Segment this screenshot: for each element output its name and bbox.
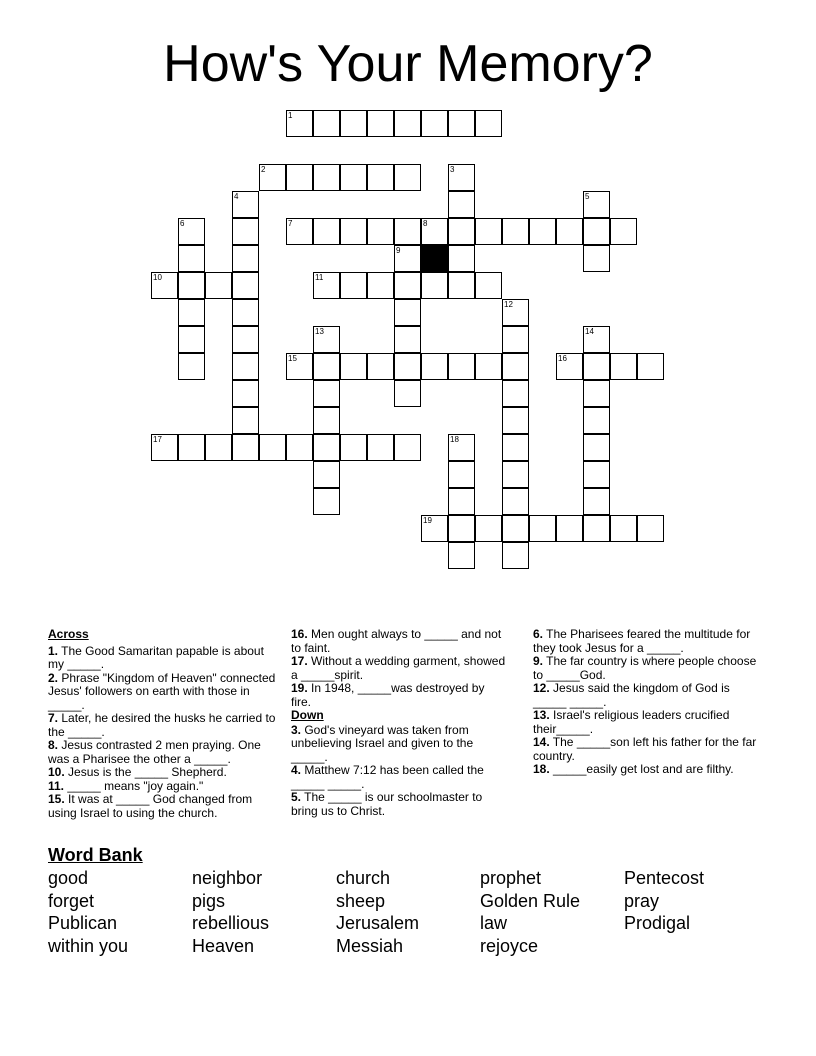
- grid-cell[interactable]: [232, 353, 259, 380]
- clue-body: Without a wedding garment, showed a _____spirit.: [291, 654, 506, 682]
- grid-cell[interactable]: [502, 380, 529, 407]
- clue-number: 9: [396, 246, 401, 255]
- grid-cell[interactable]: [448, 434, 475, 461]
- grid-cell[interactable]: [259, 164, 286, 191]
- clue-label: 15.: [48, 792, 65, 806]
- grid-cell[interactable]: [583, 245, 610, 272]
- grid-cell[interactable]: [394, 110, 421, 137]
- word-bank-item: Messiah: [336, 935, 404, 956]
- grid-cell[interactable]: [421, 353, 448, 380]
- grid-cell[interactable]: [502, 542, 529, 569]
- grid-cell[interactable]: [340, 218, 367, 245]
- grid-cell[interactable]: [178, 218, 205, 245]
- grid-cell[interactable]: [232, 326, 259, 353]
- clue-number: 8: [423, 219, 428, 228]
- word-bank-item: within you: [48, 935, 129, 956]
- clue-text: [48, 739, 280, 766]
- grid-cell[interactable]: [367, 164, 394, 191]
- clue-text: [533, 736, 763, 763]
- clue-number: 2: [261, 165, 266, 174]
- clue-body: Israel's religious leaders crucified their_____.: [533, 708, 730, 736]
- word-bank-item: Jerusalem: [336, 913, 420, 933]
- clue-number: 12: [504, 300, 513, 309]
- clue-label: 6.: [533, 627, 544, 641]
- grid-cell[interactable]: [556, 218, 583, 245]
- grid-cell[interactable]: [394, 434, 421, 461]
- grid-cell[interactable]: [340, 110, 367, 137]
- clue-body: God's vineyard was taken from unbelieving Israel and given to the _____.: [291, 722, 474, 764]
- clue-body: Later, he desired the husks he carried to the _____.: [48, 711, 276, 739]
- word-bank-item: rejoyce: [480, 935, 539, 956]
- grid-cell[interactable]: [313, 164, 340, 191]
- grid-cell[interactable]: [448, 191, 475, 218]
- grid-cell[interactable]: [529, 515, 556, 542]
- clue-text: [48, 672, 280, 713]
- grid-cell[interactable]: [448, 164, 475, 191]
- down-header: Down: [291, 708, 324, 722]
- clue-number: 4: [234, 192, 239, 201]
- clue-text: [291, 791, 506, 818]
- clue-label: 19.: [291, 681, 308, 695]
- grid-cell[interactable]: [367, 110, 394, 137]
- grid-cell[interactable]: [583, 407, 610, 434]
- word-bank-item: Prodigal: [624, 913, 691, 933]
- grid-cell[interactable]: [583, 353, 610, 380]
- grid-cell[interactable]: [394, 380, 421, 407]
- grid-cell[interactable]: [583, 515, 610, 542]
- grid-cell[interactable]: [313, 326, 340, 353]
- clues-column-2: [291, 628, 506, 818]
- grid-cell[interactable]: [394, 299, 421, 326]
- grid-cell[interactable]: [610, 218, 637, 245]
- clue-text: [291, 682, 506, 709]
- clue-body: Jesus said the kingdom of God is _____ _____.: [533, 681, 730, 709]
- clue-number: 14: [585, 327, 594, 336]
- grid-cell[interactable]: [178, 434, 205, 461]
- grid-cell[interactable]: [583, 218, 610, 245]
- grid-cell[interactable]: [529, 218, 556, 245]
- grid-cell[interactable]: [583, 191, 610, 218]
- black-square: [421, 245, 448, 272]
- clue-number: 1: [288, 111, 293, 120]
- grid-cell[interactable]: [232, 218, 259, 245]
- grid-cell[interactable]: [232, 299, 259, 326]
- grid-cell[interactable]: [178, 353, 205, 380]
- clue-label: 9.: [533, 654, 544, 668]
- word-bank-item: Pentecost: [624, 868, 705, 888]
- clue-number: 16: [558, 354, 567, 363]
- grid-cell[interactable]: [502, 407, 529, 434]
- clue-label: 5.: [291, 790, 302, 804]
- clue-text: [48, 712, 280, 739]
- grid-cell[interactable]: [448, 218, 475, 245]
- clue-number: 13: [315, 327, 324, 336]
- grid-cell[interactable]: [421, 272, 448, 299]
- clue-text: [48, 645, 280, 672]
- clue-text: [48, 793, 280, 820]
- word-bank-item: prophet: [480, 868, 542, 888]
- grid-cell[interactable]: [313, 110, 340, 137]
- clue-body: _____easily get lost and are filthy.: [549, 762, 734, 776]
- grid-cell[interactable]: [286, 353, 313, 380]
- grid-cell[interactable]: [448, 461, 475, 488]
- grid-cell[interactable]: [313, 434, 340, 461]
- clue-label: 16.: [291, 627, 308, 641]
- grid-cell[interactable]: [502, 353, 529, 380]
- grid-cell[interactable]: [286, 434, 313, 461]
- clue-body: The Good Samaritan papable is about my _____.: [48, 643, 264, 671]
- clue-number: 6: [180, 219, 185, 228]
- clue-label: 2.: [48, 670, 59, 685]
- grid-cell[interactable]: [232, 272, 259, 299]
- grid-cell[interactable]: [610, 353, 637, 380]
- word-bank-item: Publican: [48, 913, 118, 933]
- clue-body: _____ means "joy again.": [64, 778, 204, 793]
- grid-cell[interactable]: [367, 434, 394, 461]
- grid-cell[interactable]: [178, 272, 205, 299]
- grid-cell[interactable]: [286, 218, 313, 245]
- clue-number: 11: [315, 273, 324, 282]
- grid-cell[interactable]: [394, 272, 421, 299]
- clue-body: The _____ is our schoolmaster to bring us to Christ.: [291, 790, 483, 818]
- grid-cell[interactable]: [313, 218, 340, 245]
- across-header: Across: [48, 627, 89, 641]
- grid-cell[interactable]: [637, 353, 664, 380]
- clue-label: 17.: [291, 654, 308, 668]
- clues-column-1: [48, 628, 280, 820]
- grid-cell[interactable]: [394, 326, 421, 353]
- grid-cell[interactable]: [340, 434, 367, 461]
- clue-label: 13.: [533, 708, 550, 722]
- clue-body: Matthew 7:12 has been called the _____ _____.: [291, 763, 484, 791]
- grid-cell[interactable]: [583, 461, 610, 488]
- grid-cell[interactable]: [448, 110, 475, 137]
- word-bank-item: Golden Rule: [480, 890, 581, 911]
- grid-cell[interactable]: [340, 353, 367, 380]
- grid-cell[interactable]: [232, 245, 259, 272]
- grid-cell[interactable]: [448, 272, 475, 299]
- grid-cell[interactable]: [502, 326, 529, 353]
- clue-number: 10: [153, 273, 162, 282]
- grid-cell[interactable]: [448, 515, 475, 542]
- clue-label: 12.: [533, 681, 550, 695]
- grid-cell[interactable]: [502, 434, 529, 461]
- grid-cell[interactable]: [232, 407, 259, 434]
- grid-cell[interactable]: [502, 218, 529, 245]
- clue-text: [291, 764, 506, 791]
- grid-cell[interactable]: [151, 272, 178, 299]
- grid-cell[interactable]: [583, 434, 610, 461]
- clue-number: 15: [288, 354, 297, 363]
- word-bank-item: sheep: [336, 890, 386, 911]
- grid-cell[interactable]: [232, 434, 259, 461]
- word-bank-item: neighbor: [192, 868, 263, 888]
- clue-number: 7: [288, 219, 293, 228]
- clue-body: The Pharisees feared the multitude for they took Jesus for a _____.: [533, 627, 751, 655]
- grid-cell[interactable]: [313, 380, 340, 407]
- clue-text: [48, 766, 280, 780]
- grid-cell[interactable]: [502, 461, 529, 488]
- clue-body: Jesus is the _____ Shepherd.: [64, 765, 227, 779]
- clue-text: [291, 724, 506, 765]
- grid-cell[interactable]: [232, 380, 259, 407]
- grid-cell[interactable]: [502, 515, 529, 542]
- clue-label: 8.: [48, 738, 59, 752]
- clue-body: Phrase "Kingdom of Heaven" connected Jesus' followers on earth with those in _____.: [48, 670, 276, 712]
- clue-text: [533, 655, 763, 682]
- word-bank-item: pray: [624, 890, 660, 911]
- grid-cell[interactable]: [637, 515, 664, 542]
- grid-cell[interactable]: [259, 434, 286, 461]
- grid-cell[interactable]: [448, 245, 475, 272]
- grid-cell[interactable]: [475, 272, 502, 299]
- word-bank-item: good: [48, 868, 89, 888]
- grid-cell[interactable]: [232, 191, 259, 218]
- clue-text: [533, 682, 763, 709]
- clue-body: Men ought always to _____ and not to faint.: [291, 627, 502, 655]
- grid-cell[interactable]: [313, 488, 340, 515]
- clue-text: [533, 709, 763, 736]
- word-bank-item: Heaven: [192, 935, 255, 956]
- grid-cell[interactable]: [475, 515, 502, 542]
- grid-cell[interactable]: [286, 164, 313, 191]
- grid-cell[interactable]: [448, 488, 475, 515]
- clue-number: 19: [423, 516, 432, 525]
- word-bank-item: law: [480, 913, 508, 933]
- clue-label: 1.: [48, 643, 59, 658]
- grid-cell[interactable]: [367, 218, 394, 245]
- clue-number: 18: [450, 435, 459, 444]
- clue-label: 14.: [533, 735, 550, 749]
- word-bank-item: church: [336, 868, 391, 888]
- word-bank-item: rebellious: [192, 913, 270, 933]
- grid-cell[interactable]: [286, 110, 313, 137]
- grid-cell[interactable]: [448, 542, 475, 569]
- grid-cell[interactable]: [421, 218, 448, 245]
- clue-text: [291, 628, 506, 655]
- clue-number: 5: [585, 192, 590, 201]
- grid-cell[interactable]: [151, 434, 178, 461]
- clue-body: Jesus contrasted 2 men praying. One was a Pharisee the other a _____.: [48, 738, 261, 766]
- grid-cell[interactable]: [448, 353, 475, 380]
- grid-cell[interactable]: [367, 353, 394, 380]
- clue-body: In 1948, _____was destroyed by fire.: [291, 681, 485, 709]
- clue-label: 7.: [48, 711, 59, 725]
- grid-cell[interactable]: [502, 488, 529, 515]
- word-bank-title: Word Bank: [48, 845, 143, 865]
- grid-cell[interactable]: [205, 272, 232, 299]
- grid-cell[interactable]: [313, 353, 340, 380]
- grid-cell[interactable]: [205, 434, 232, 461]
- clue-body: The far country is where people choose to _____God.: [533, 654, 757, 682]
- clue-text: [48, 780, 280, 794]
- grid-cell[interactable]: [178, 245, 205, 272]
- clue-label: 11.: [48, 778, 65, 793]
- word-bank-item: pigs: [192, 890, 226, 911]
- clue-text: [533, 628, 763, 655]
- clue-text: [291, 655, 506, 682]
- clue-number: 3: [450, 165, 455, 174]
- grid-cell[interactable]: [475, 353, 502, 380]
- grid-cell[interactable]: [475, 110, 502, 137]
- grid-cell[interactable]: [313, 272, 340, 299]
- clue-body: It was at _____ God changed from using Israel to using the church.: [48, 792, 253, 820]
- clue-number: 17: [153, 435, 162, 444]
- grid-cell[interactable]: [394, 353, 421, 380]
- grid-cell[interactable]: [178, 299, 205, 326]
- grid-cell[interactable]: [313, 407, 340, 434]
- clue-body: The _____son left his father for the far country.: [533, 735, 757, 763]
- grid-cell[interactable]: [421, 515, 448, 542]
- grid-cell[interactable]: [583, 326, 610, 353]
- clue-text: [533, 763, 763, 777]
- clue-label: 3.: [291, 722, 302, 737]
- grid-cell[interactable]: [313, 461, 340, 488]
- grid-cell[interactable]: [556, 515, 583, 542]
- grid-cell[interactable]: [583, 380, 610, 407]
- clue-label: 10.: [48, 765, 65, 779]
- clue-label: 18.: [533, 762, 550, 776]
- grid-cell[interactable]: [421, 110, 448, 137]
- grid-cell[interactable]: [178, 326, 205, 353]
- grid-cell[interactable]: [610, 515, 637, 542]
- grid-cell[interactable]: [340, 164, 367, 191]
- grid-cell[interactable]: [502, 299, 529, 326]
- grid-cell[interactable]: [394, 164, 421, 191]
- word-bank-item: forget: [48, 890, 95, 911]
- clues-column-3: [533, 628, 763, 777]
- grid-cell[interactable]: [367, 272, 394, 299]
- puzzle-title: How's Your Memory?: [163, 35, 653, 93]
- grid-cell[interactable]: [394, 245, 421, 272]
- grid-cell[interactable]: [583, 488, 610, 515]
- clue-label: 4.: [291, 763, 302, 777]
- grid-cell[interactable]: [394, 218, 421, 245]
- grid-cell[interactable]: [475, 218, 502, 245]
- grid-cell[interactable]: [340, 272, 367, 299]
- grid-cell[interactable]: [556, 353, 583, 380]
